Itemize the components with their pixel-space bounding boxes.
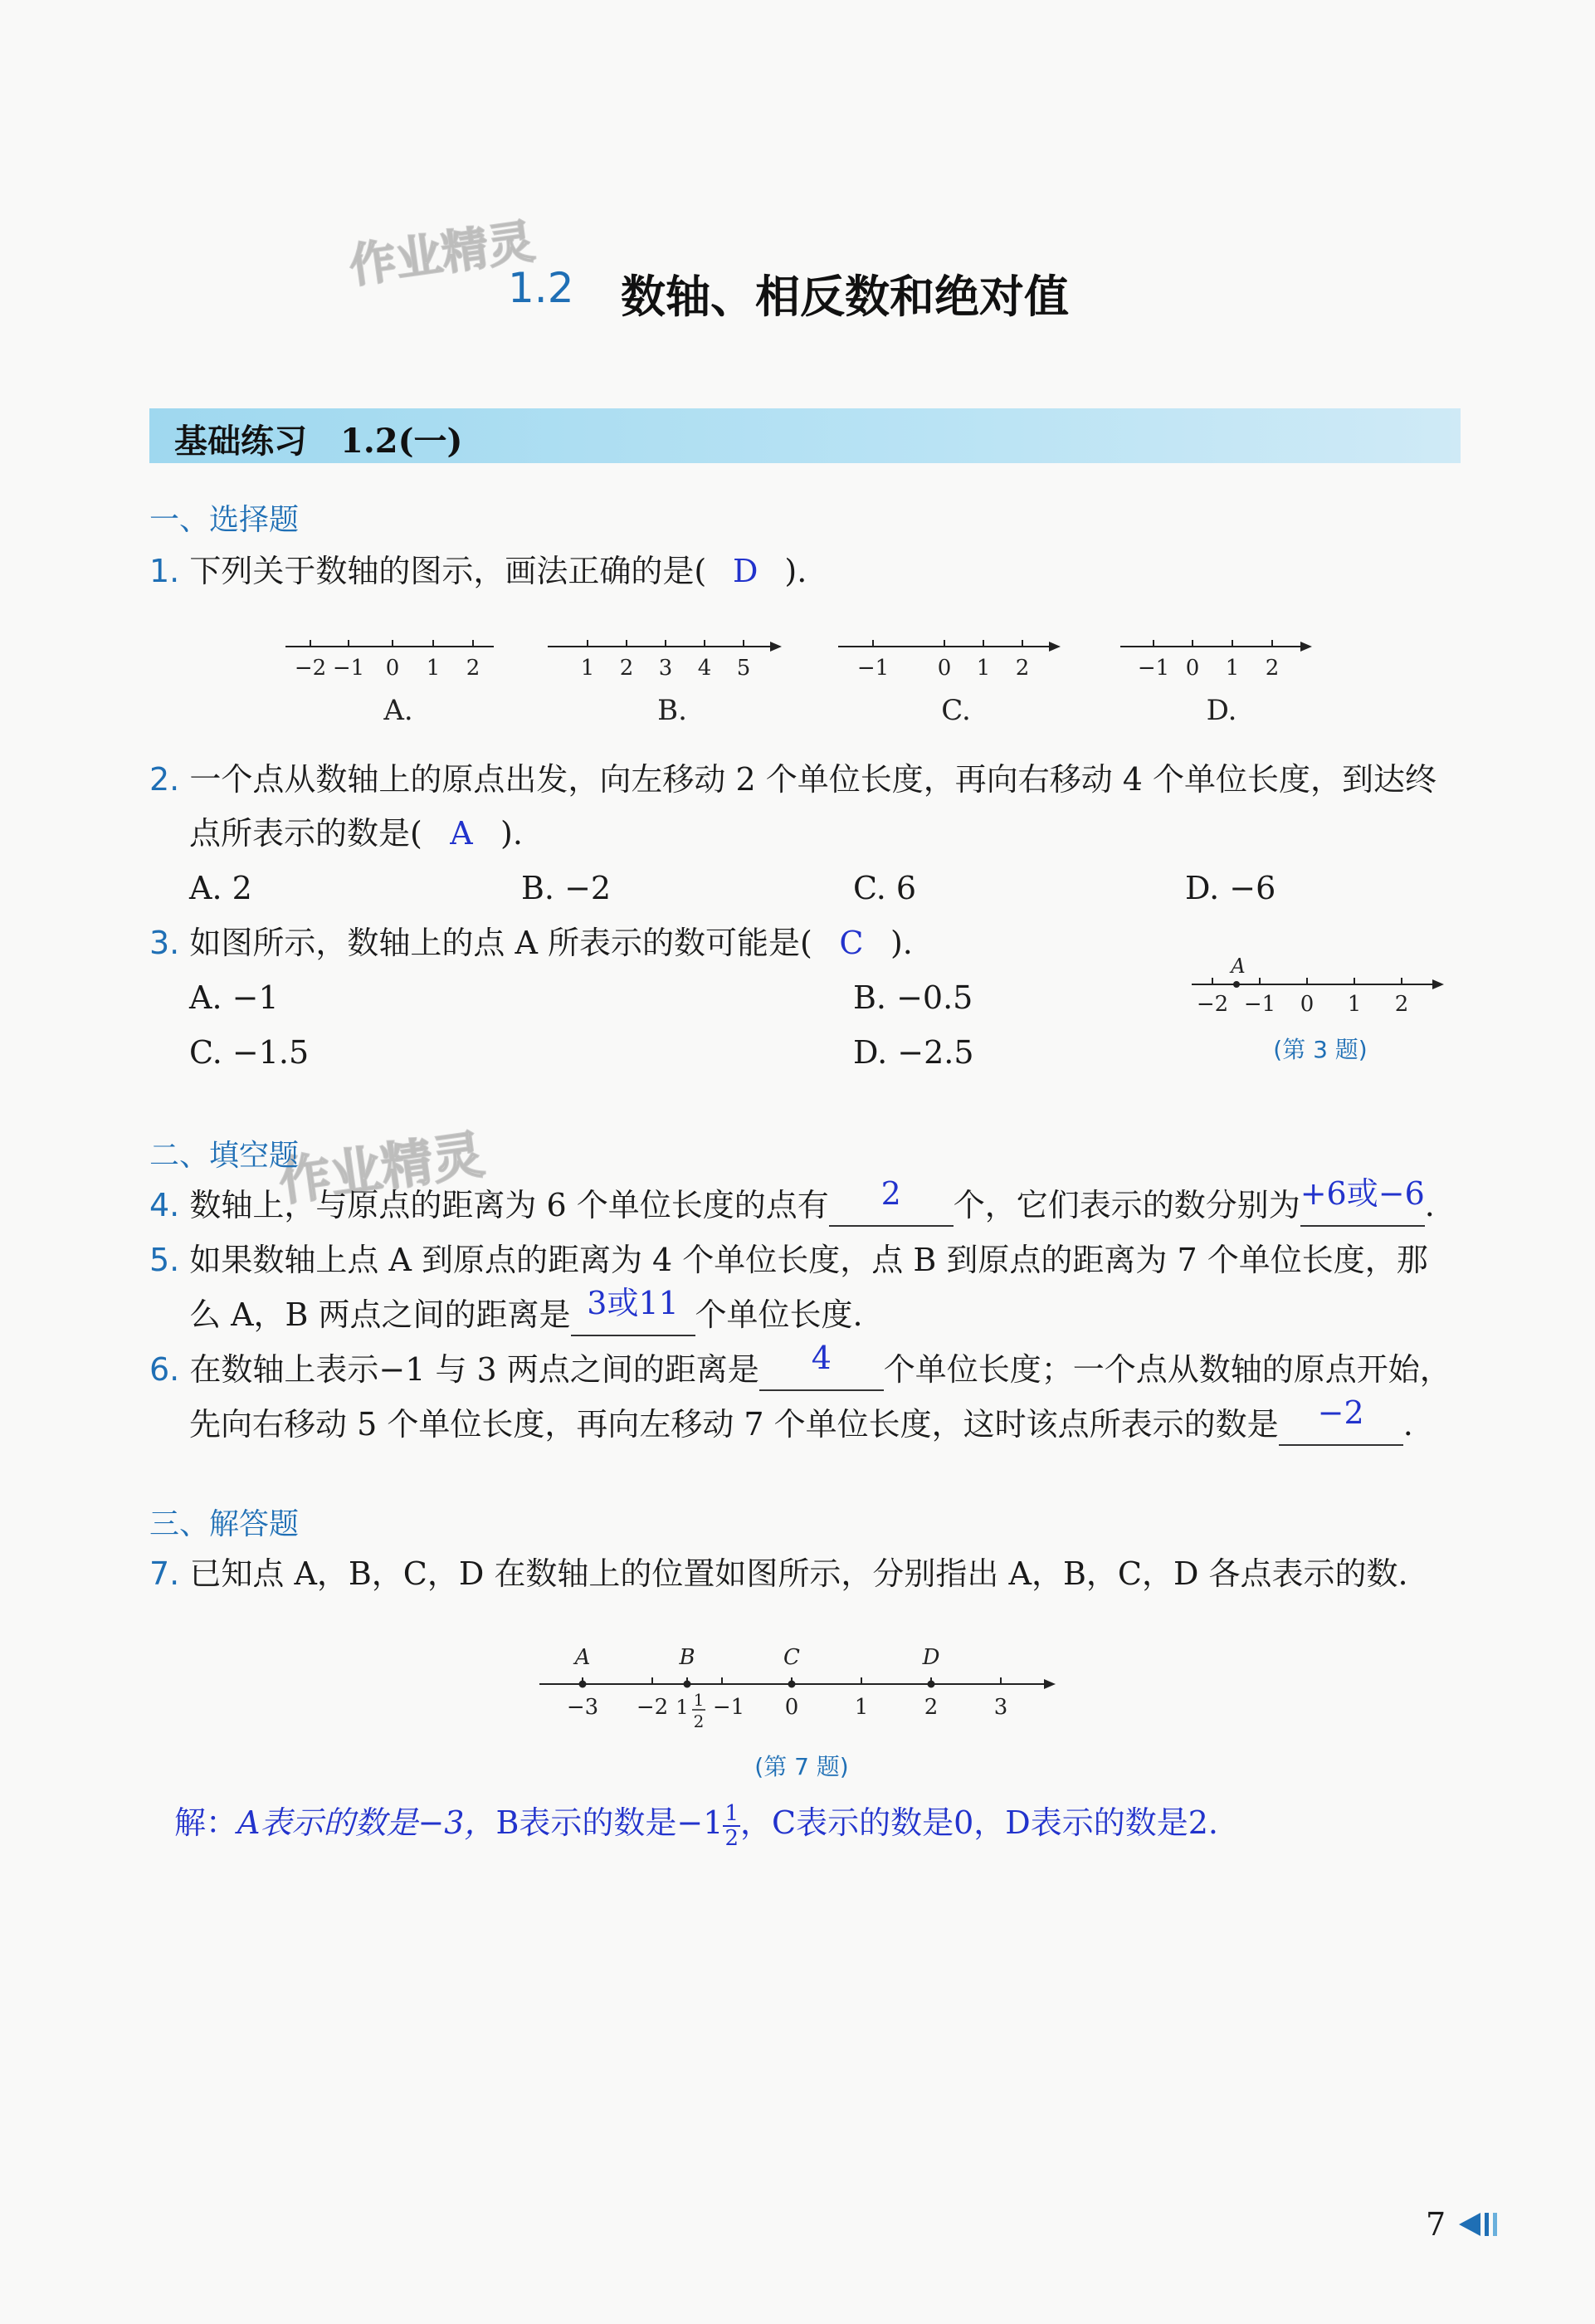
answer-blank	[829, 1175, 954, 1227]
question-text: 么 A，B 两点之间的距离是	[189, 1296, 571, 1333]
tick-label: 0	[385, 656, 400, 681]
question-4	[149, 1175, 1435, 1227]
watermark-top: 作业精灵	[346, 214, 539, 295]
question-number: 2.	[149, 761, 180, 798]
banner-label: 基础练习 1.2(一)	[174, 422, 463, 461]
question-number: 7.	[149, 1555, 180, 1592]
tick-label: −1	[1243, 992, 1276, 1017]
answer-blank	[571, 1285, 695, 1336]
question-text: 已知点 A，B，C，D 在数轴上的位置如图所示，分别指出 A，B，C，D 各点表示的数.	[189, 1555, 1408, 1592]
answer: A	[450, 815, 473, 852]
answer: +6或−6	[1300, 1175, 1425, 1212]
question-number: 4.	[149, 1187, 180, 1223]
question-2-line2	[189, 813, 523, 853]
answer: −2	[1317, 1394, 1364, 1431]
tick-label: 2	[1015, 656, 1030, 681]
solution-a: A表示的数是−3，	[237, 1804, 496, 1841]
option-c-line	[838, 640, 1061, 652]
tick-label: 0	[784, 1695, 799, 1720]
section-choice-heading: 一、选择题	[149, 503, 300, 537]
tick-label: −2	[1196, 992, 1229, 1017]
question-text: 下列关于数轴的图示，画法正确的是(	[189, 553, 707, 589]
solution-b: B表示的数是−1	[495, 1804, 724, 1841]
solution-prefix: 解：	[174, 1804, 238, 1841]
section-solve-heading: 三、解答题	[149, 1507, 300, 1541]
question-6	[149, 1340, 1451, 1391]
q7-solution	[174, 1799, 1218, 1850]
tick-label: 1	[426, 656, 441, 681]
tick-label: −3	[566, 1695, 599, 1720]
tick-label: 2	[1394, 992, 1409, 1017]
tick-label: 5	[736, 656, 751, 681]
tick-label: −1	[1137, 656, 1170, 681]
point-label: D	[922, 1645, 940, 1670]
tick-label: −2	[294, 656, 327, 681]
figure-caption: (第 7 题)	[754, 1753, 849, 1780]
option-label: B.	[657, 694, 687, 727]
question-6-line2	[189, 1394, 1413, 1446]
tick-label: 3	[658, 656, 673, 681]
figure-caption: (第 3 题)	[1273, 1036, 1368, 1062]
option: B. −2	[521, 870, 612, 906]
answer: 2	[880, 1175, 901, 1212]
tick-label: −1	[712, 1695, 745, 1720]
question-5	[149, 1240, 1428, 1280]
question-number: 5.	[149, 1242, 180, 1278]
tick-label: 0	[1185, 656, 1200, 681]
tick-label: −1	[856, 656, 890, 681]
option-label: C.	[941, 694, 971, 727]
point-a-marker	[579, 1681, 587, 1688]
question-1	[149, 551, 807, 591]
fraction-numerator: 1	[724, 1800, 739, 1826]
option: A. −1	[189, 979, 279, 1016]
option-label: A.	[383, 694, 413, 727]
point-label: A	[574, 1645, 591, 1670]
section-number: 1.2	[508, 264, 574, 312]
watermark-middle: 作业精灵	[275, 1124, 488, 1213]
page-number: 7	[1426, 2206, 1446, 2243]
question-3	[149, 923, 913, 963]
option-label: D.	[1206, 694, 1237, 727]
question-number: 6.	[149, 1351, 180, 1388]
q1-number-lines	[274, 627, 1328, 743]
point-label: C	[783, 1645, 800, 1670]
half-tick-whole: 1	[676, 1696, 689, 1719]
option: C. 6	[853, 870, 917, 906]
tick-label: −2	[636, 1695, 669, 1720]
tick-label: 1	[1225, 656, 1240, 681]
option: D. −6	[1185, 870, 1276, 906]
practice-banner	[149, 408, 1461, 463]
tick-label: 1	[854, 1695, 869, 1720]
point-d-marker	[928, 1681, 935, 1688]
question-text: 个单位长度；一个点从数轴的原点开始，	[883, 1351, 1451, 1388]
point-c-marker	[788, 1681, 796, 1688]
fraction-denominator: 2	[724, 1825, 739, 1851]
half-tick-numerator: 1	[693, 1690, 705, 1710]
answer: D	[733, 553, 758, 589]
solution-c: C表示的数是0，	[772, 1804, 1006, 1841]
question-text: 如果数轴上点 A 到原点的距离为 4 个单位长度，点 B 到原点的距离为 7 个单位长度，那	[189, 1242, 1428, 1278]
tick-label: 2	[1265, 656, 1280, 681]
tick-label: 0	[1300, 992, 1315, 1017]
question-text: ).	[784, 553, 807, 589]
option: A. 2	[189, 870, 252, 906]
solution-d: D表示的数是2.	[1005, 1804, 1218, 1841]
option-a-line	[285, 640, 494, 647]
tick-label: −1	[332, 656, 365, 681]
question-number: 3.	[149, 925, 180, 961]
solution-b-sep: ，	[739, 1804, 772, 1841]
q7-figure	[531, 1631, 1079, 1789]
option: D. −2.5	[853, 1034, 974, 1071]
question-number: 1.	[149, 553, 180, 589]
answer-blank	[1279, 1394, 1403, 1446]
answer-blank	[759, 1340, 884, 1391]
tick-label: 2	[619, 656, 634, 681]
fraction-one-half	[723, 1802, 740, 1850]
question-text: 个，它们表示的数分别为	[953, 1187, 1300, 1223]
question-text: 如图所示，数轴上的点 A 所表示的数可能是(	[189, 925, 812, 961]
tick-label: 0	[937, 656, 952, 681]
section-fill-heading: 二、填空题	[149, 1139, 300, 1173]
tick-label: 1	[580, 656, 595, 681]
question-text: 在数轴上表示−1 与 3 两点之间的距离是	[189, 1351, 759, 1388]
question-text: 点所表示的数是(	[189, 815, 422, 852]
tick-label: 2	[924, 1695, 939, 1720]
question-text: ).	[500, 815, 523, 852]
page-title: 数轴、相反数和绝对值	[621, 271, 1069, 323]
tick-label: 3	[993, 1695, 1008, 1720]
tick-label: 2	[466, 656, 480, 681]
option: C. −1.5	[189, 1034, 310, 1071]
point-label: B	[679, 1645, 695, 1670]
answer: 4	[811, 1340, 832, 1376]
answer-blank	[1300, 1175, 1425, 1227]
question-2	[149, 759, 1436, 799]
point-a-marker	[1233, 981, 1240, 988]
question-text: 个单位长度.	[695, 1296, 863, 1333]
option: B. −0.5	[853, 979, 973, 1016]
question-text: 一个点从数轴上的原点出发，向左移动 2 个单位长度，再向右移动 4 个单位长度，到达终	[189, 761, 1437, 798]
question-text: .	[1402, 1406, 1413, 1443]
question-text: ).	[890, 925, 913, 961]
page-marker-icon	[1457, 2208, 1507, 2241]
question-5-line2	[189, 1285, 863, 1336]
option-d-line	[1120, 640, 1312, 652]
answer: 3或11	[587, 1285, 679, 1321]
question-text: 数轴上，与原点的距离为 6 个单位长度的点有	[189, 1187, 829, 1223]
tick-label: 4	[697, 656, 712, 681]
tick-label: 1	[1347, 992, 1362, 1017]
question-text: 先向右移动 5 个单位长度，再向左移动 7 个单位长度，这时该点所表示的数是	[189, 1406, 1279, 1443]
option-b-line	[548, 640, 782, 652]
answer: C	[839, 925, 864, 961]
question-7	[149, 1554, 1408, 1594]
tick-label: 1	[976, 656, 991, 681]
question-text: .	[1424, 1187, 1435, 1223]
point-label: A	[1231, 954, 1246, 978]
q3-figure	[1185, 954, 1459, 1062]
half-tick-denominator: 2	[693, 1711, 705, 1731]
